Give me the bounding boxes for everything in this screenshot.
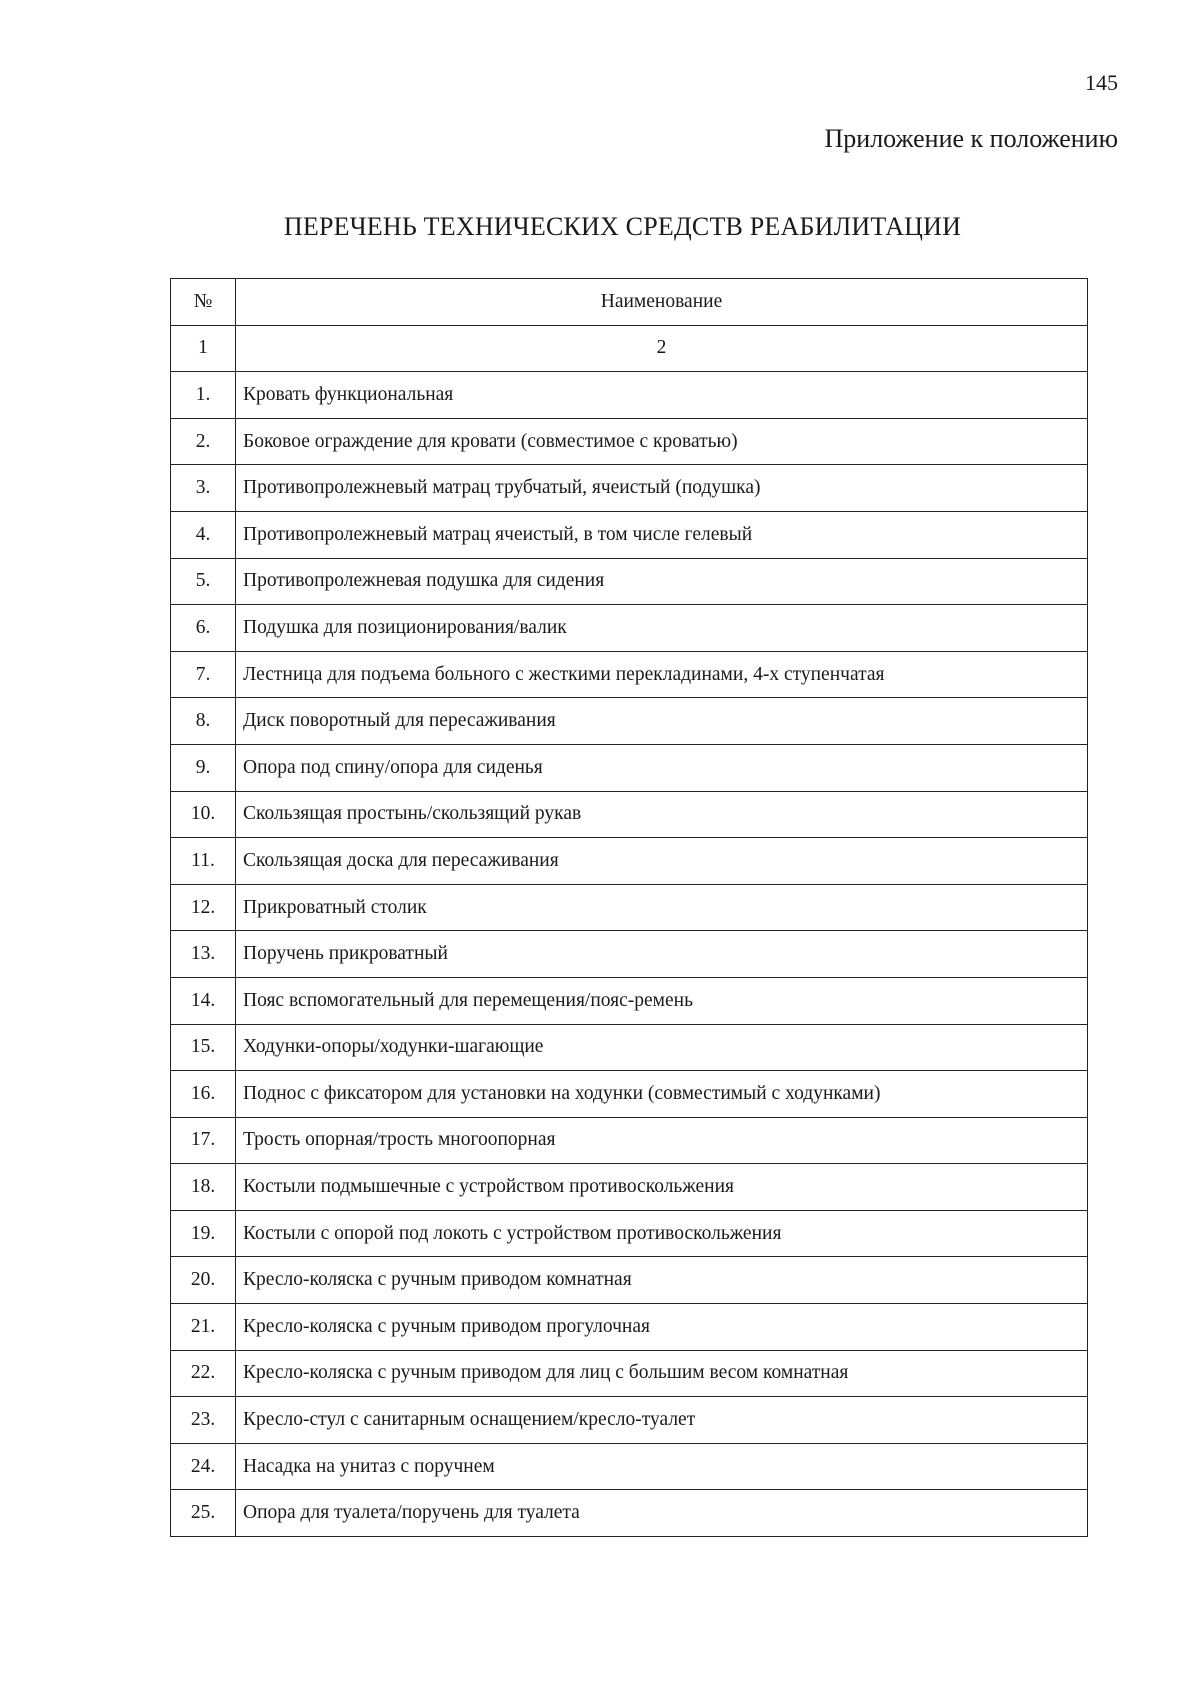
row-number: 6. [171,605,236,652]
table-row [171,1304,1088,1351]
row-number: 23. [171,1397,236,1444]
row-number: 17. [171,1117,236,1164]
row-number: 14. [171,977,236,1024]
row-item-name: Костыли с опорой под локоть с устройством противоскольжения [236,1210,1088,1257]
table-row [171,977,1088,1024]
row-number: 19. [171,1210,236,1257]
row-number: 18. [171,1164,236,1211]
column-header-number: № [171,279,236,326]
row-item-name: Поднос с фиксатором для установки на ходунки (совместимый с ходунками) [236,1071,1088,1118]
row-number: 5. [171,558,236,605]
row-item-name: Ходунки-опоры/ходунки-шагающие [236,1024,1088,1071]
row-item-name: Кресло-коляска с ручным приводом комнатная [236,1257,1088,1304]
page-number: 145 [1085,70,1118,95]
row-number: 2. [171,418,236,465]
table-row [171,1257,1088,1304]
row-item-name: Кровать функциональная [236,372,1088,419]
table-row [171,465,1088,512]
table-row [171,1024,1088,1071]
row-number: 24. [171,1443,236,1490]
row-number: 25. [171,1490,236,1537]
table-row [171,1164,1088,1211]
column-number-1: 1 [171,325,236,372]
row-item-name: Кресло-стул с санитарным оснащением/кресло-туалет [236,1397,1088,1444]
table-row [171,418,1088,465]
table-row [171,1397,1088,1444]
table-row [171,1117,1088,1164]
row-item-name: Прикроватный столик [236,884,1088,931]
table-row [171,698,1088,745]
row-number: 13. [171,931,236,978]
row-number: 1. [171,372,236,419]
row-item-name: Поручень прикроватный [236,931,1088,978]
row-item-name: Противопролежневая подушка для сидения [236,558,1088,605]
row-number: 11. [171,838,236,885]
row-number: 9. [171,744,236,791]
row-item-name: Опора для туалета/поручень для туалета [236,1490,1088,1537]
row-item-name: Боковое ограждение для кровати (совместимое с кроватью) [236,418,1088,465]
row-item-name: Пояс вспомогательный для перемещения/пояс-ремень [236,977,1088,1024]
row-number: 7. [171,651,236,698]
table-row [171,1350,1088,1397]
column-header-name: Наименование [236,279,1088,326]
column-numbering-row [171,325,1088,372]
table-row [171,1490,1088,1537]
row-number: 4. [171,511,236,558]
row-number: 21. [171,1304,236,1351]
row-number: 15. [171,1024,236,1071]
table-body [171,372,1088,1537]
row-number: 20. [171,1257,236,1304]
row-item-name: Насадка на унитаз с поручнем [236,1443,1088,1490]
row-number: 3. [171,465,236,512]
row-item-name: Лестница для подъема больного с жесткими перекладинами, 4-х ступенчатая [236,651,1088,698]
row-item-name: Кресло-коляска с ручным приводом прогулочная [236,1304,1088,1351]
row-item-name: Костыли подмышечные с устройством противоскольжения [236,1164,1088,1211]
table-row [171,1210,1088,1257]
appendix-note: Приложение к положению [824,124,1118,153]
column-number-2: 2 [236,325,1088,372]
document-title: ПЕРЕЧЕНЬ ТЕХНИЧЕСКИХ СРЕДСТВ РЕАБИЛИТАЦИИ [283,212,962,241]
table-row [171,651,1088,698]
table-row [171,372,1088,419]
table-row [171,511,1088,558]
row-item-name: Противопролежневый матрац ячеистый, в том числе гелевый [236,511,1088,558]
row-item-name: Скользящая доска для пересаживания [236,838,1088,885]
row-item-name: Кресло-коляска с ручным приводом для лиц с большим весом комнатная [236,1350,1088,1397]
row-number: 12. [171,884,236,931]
row-item-name: Трость опорная/трость многоопорная [236,1117,1088,1164]
table-row [171,1071,1088,1118]
row-item-name: Опора под спину/опора для сиденья [236,744,1088,791]
row-item-name: Подушка для позиционирования/валик [236,605,1088,652]
row-number: 22. [171,1350,236,1397]
table-row [171,884,1088,931]
table-row [171,791,1088,838]
row-number: 10. [171,791,236,838]
table-header-row [171,279,1088,326]
table-row [171,605,1088,652]
row-item-name: Диск поворотный для пересаживания [236,698,1088,745]
table-row [171,558,1088,605]
rehabilitation-aids-table [170,278,1088,1537]
table-row [171,744,1088,791]
table-row [171,838,1088,885]
row-number: 8. [171,698,236,745]
row-number: 16. [171,1071,236,1118]
row-item-name: Противопролежневый матрац трубчатый, ячеистый (подушка) [236,465,1088,512]
table-row [171,931,1088,978]
row-item-name: Скользящая простынь/скользящий рукав [236,791,1088,838]
table-row [171,1443,1088,1490]
